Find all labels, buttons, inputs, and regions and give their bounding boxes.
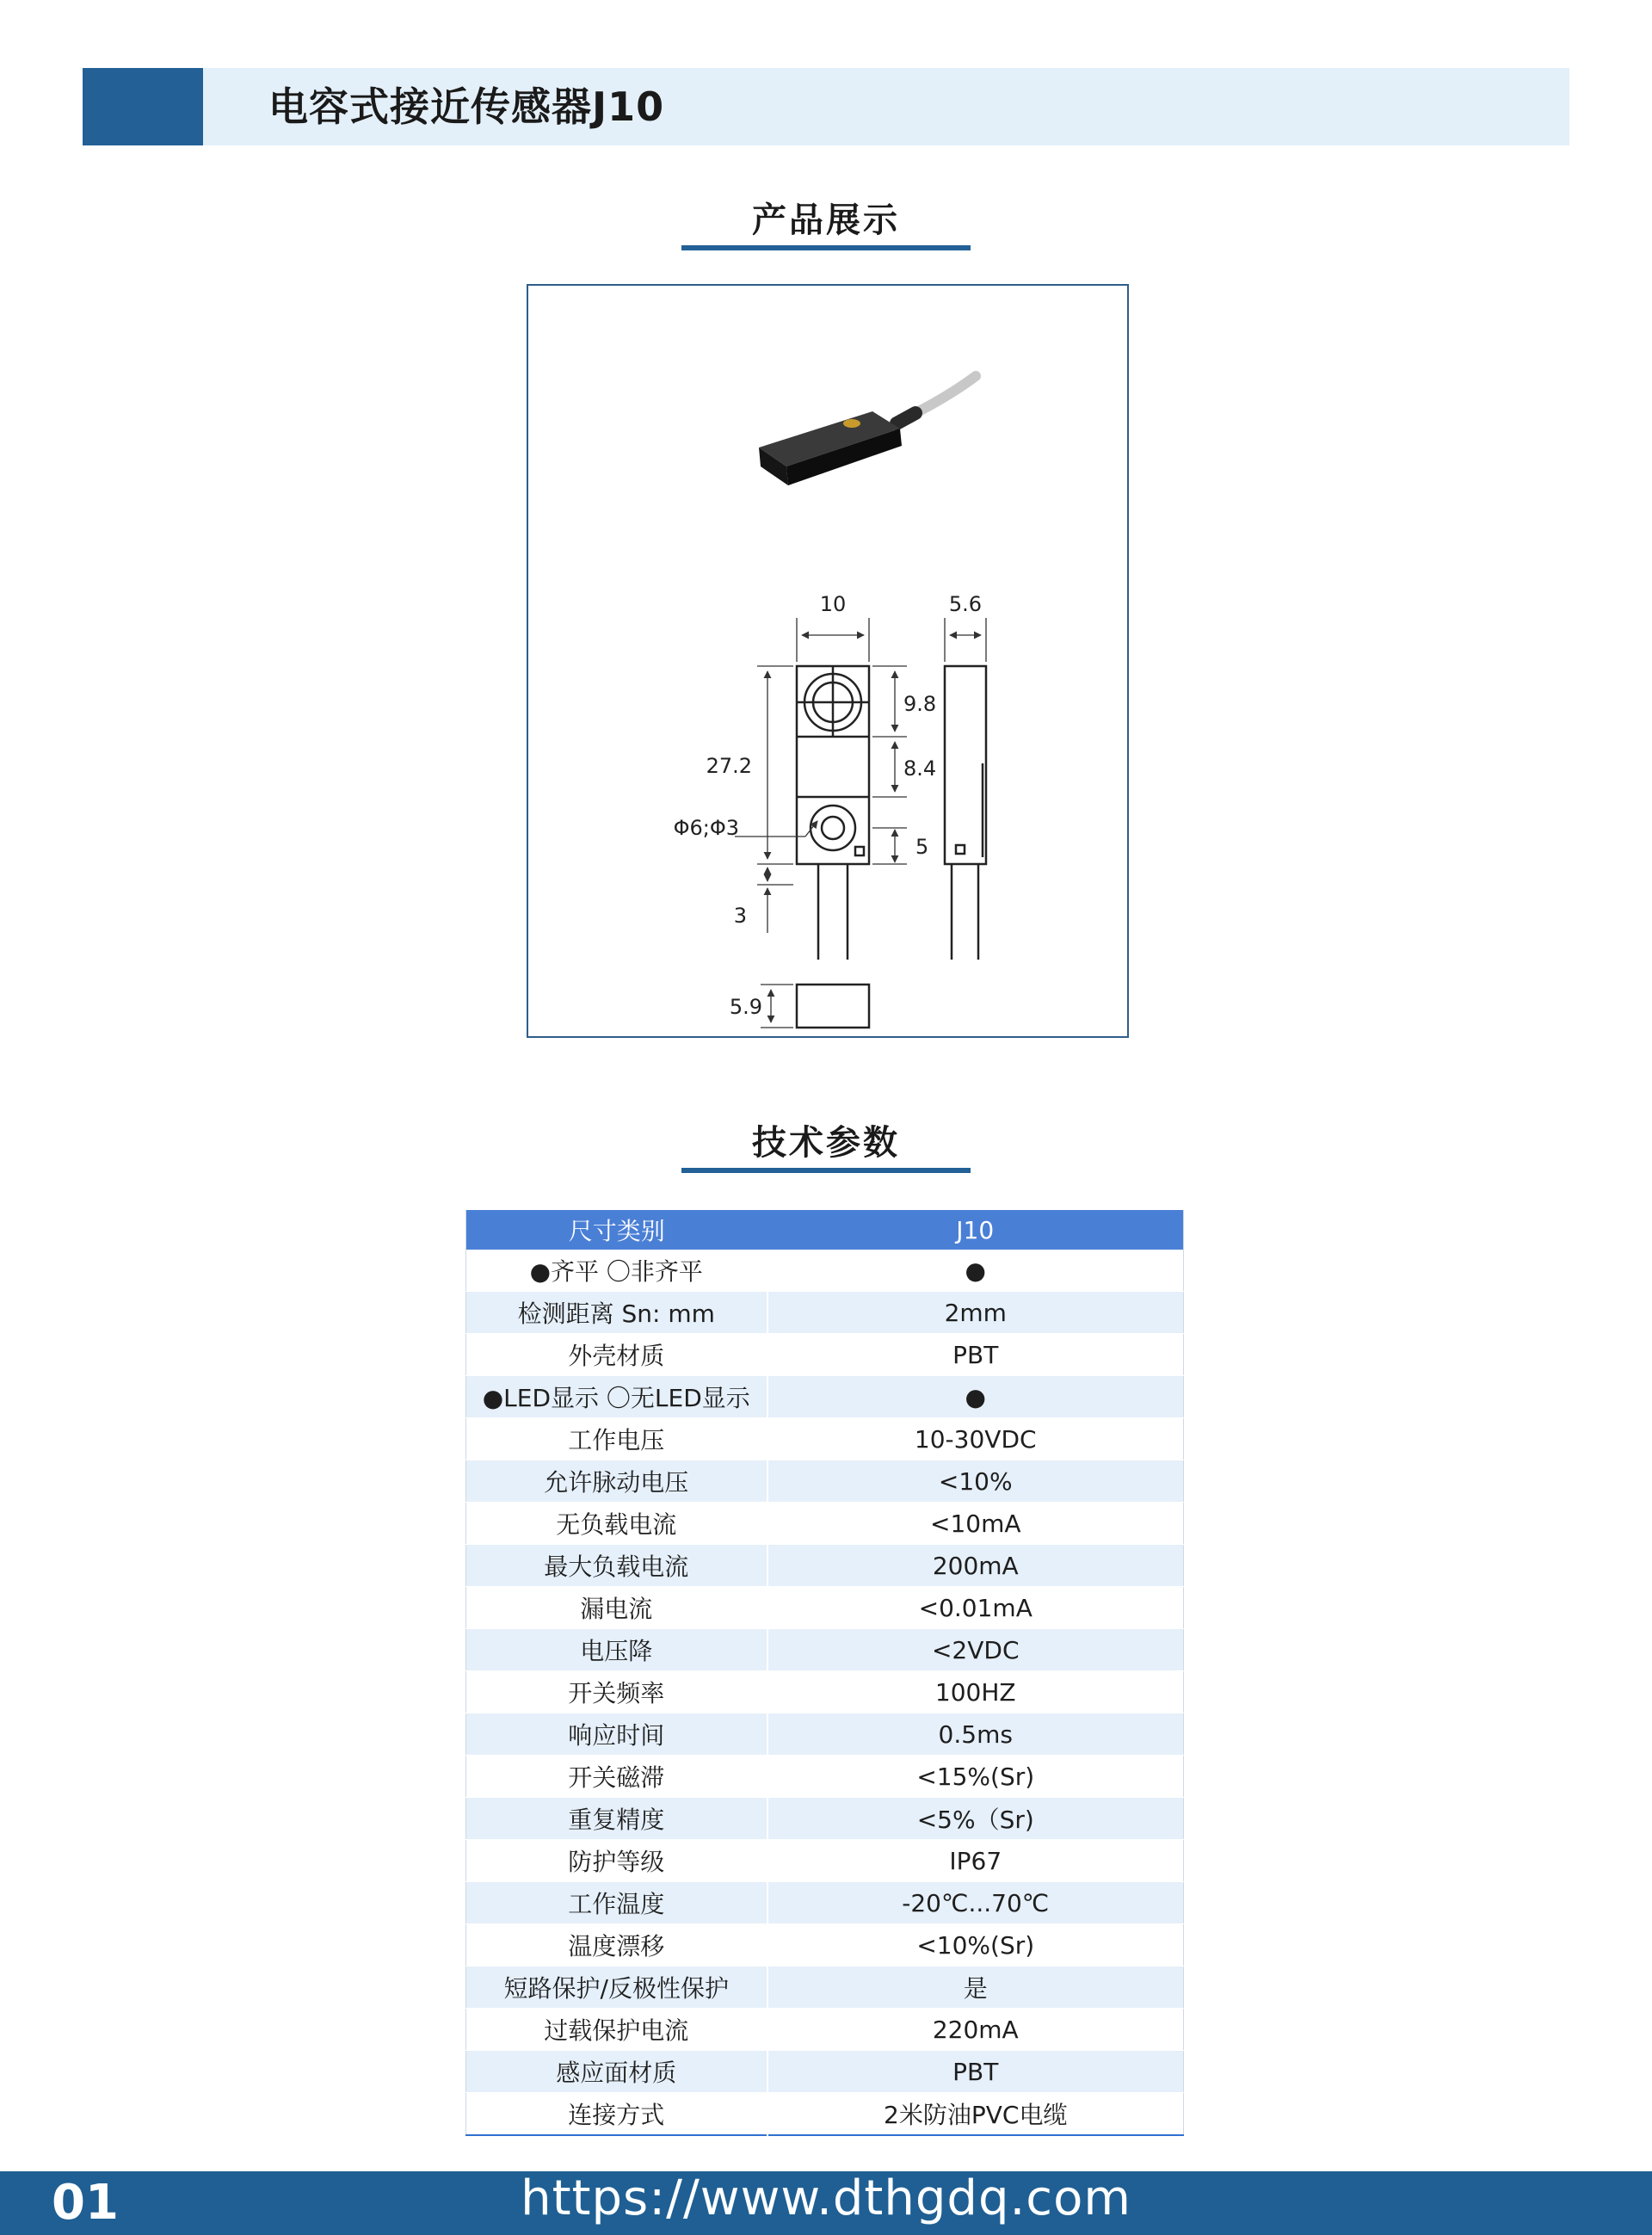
spec-value: 2mm — [767, 1292, 1184, 1334]
dim-cable-height: 5.9 — [729, 995, 762, 1019]
spec-label: 开关频率 — [466, 1671, 767, 1713]
spec-label: 短路保护/反极性保护 — [466, 1966, 767, 2009]
spec-label: 连接方式 — [466, 2093, 767, 2136]
side-view — [945, 666, 986, 960]
dim-width: 10 — [819, 592, 847, 616]
spec-label: 防护等级 — [466, 1840, 767, 1882]
table-row — [466, 2093, 1184, 2136]
spec-value: 10-30VDC — [767, 1418, 1184, 1460]
spec-value: <15%(Sr) — [767, 1756, 1184, 1798]
spec-value: <2VDC — [767, 1629, 1184, 1671]
spec-value: <10% — [767, 1460, 1184, 1503]
dim-thickness: 5.6 — [948, 592, 983, 616]
spec-value: 100HZ — [767, 1671, 1184, 1713]
spec-table-body — [466, 1250, 1184, 2135]
spec-label: 工作温度 — [466, 1882, 767, 1924]
spec-label: 感应面材质 — [466, 2051, 767, 2093]
table-row — [466, 1882, 1184, 1924]
spec-label: 温度漂移 — [466, 1924, 767, 1966]
table-row — [466, 1840, 1184, 1882]
website-link[interactable]: https://www.dthgdq.com — [521, 2170, 1131, 2226]
dim-bottom-offset: 3 — [733, 904, 747, 928]
table-row — [466, 1250, 1184, 1292]
table-row — [466, 2051, 1184, 2093]
spec-label: 重复精度 — [466, 1798, 767, 1840]
spec-value: PBT — [767, 2051, 1184, 2093]
spec-label: 无负载电流 — [466, 1503, 767, 1545]
spec-value: 是 — [767, 1966, 1184, 2009]
product-image-frame — [527, 284, 1129, 1038]
section-title-specs: 技术参数 — [752, 1123, 900, 1163]
spec-label: 检测距离 Sn: mm — [466, 1292, 767, 1334]
dim-diameter: Φ6;Φ3 — [673, 816, 739, 840]
page-title: 电容式接近传感器J10 — [268, 83, 665, 130]
spec-value: <0.01mA — [767, 1587, 1184, 1629]
spec-value: 2米防油PVC电缆 — [767, 2093, 1184, 2136]
table-row — [466, 1503, 1184, 1545]
spec-value: <5%（Sr) — [767, 1798, 1184, 1840]
spec-label: ●齐平 〇非齐平 — [466, 1250, 767, 1292]
spec-label: 响应时间 — [466, 1713, 767, 1756]
spec-value: IP67 — [767, 1840, 1184, 1882]
spec-label: 外壳材质 — [466, 1334, 767, 1376]
table-row — [466, 1545, 1184, 1587]
table-row — [466, 1966, 1184, 2009]
spec-value: 220mA — [767, 2009, 1184, 2051]
spec-header-label: 尺寸类别 — [466, 1210, 767, 1250]
table-row — [466, 2009, 1184, 2051]
table-row — [466, 1376, 1184, 1418]
page-number: 01 — [52, 2175, 119, 2231]
dim-mid-gap: 8.4 — [903, 756, 937, 781]
table-row — [466, 1292, 1184, 1334]
dim-top-to-target: 9.8 — [903, 692, 937, 716]
dim-led-gap: 5 — [915, 835, 929, 859]
spec-value: PBT — [767, 1334, 1184, 1376]
spec-value: -20℃...70℃ — [767, 1882, 1184, 1924]
spec-value: ● — [767, 1250, 1184, 1292]
table-row — [466, 1924, 1184, 1966]
spec-table — [465, 1210, 1184, 2136]
spec-value: <10%(Sr) — [767, 1924, 1184, 1966]
table-row — [466, 1460, 1184, 1503]
spec-label: 开关磁滞 — [466, 1756, 767, 1798]
spec-label: 电压降 — [466, 1629, 767, 1671]
table-row — [466, 1587, 1184, 1629]
table-row — [466, 1713, 1184, 1756]
sensor-photo — [759, 376, 976, 485]
table-row — [466, 1671, 1184, 1713]
table-row — [466, 1629, 1184, 1671]
header-accent-block — [83, 68, 203, 145]
cable-section — [797, 985, 869, 1028]
table-row — [466, 1756, 1184, 1798]
spec-table-header — [466, 1210, 1184, 1250]
spec-label: 工作电压 — [466, 1418, 767, 1460]
dim-total-length: 27.2 — [706, 754, 752, 778]
product-drawing — [528, 286, 1131, 1040]
spec-value: 200mA — [767, 1545, 1184, 1587]
spec-label: 过载保护电流 — [466, 2009, 767, 2051]
spec-value: ● — [767, 1376, 1184, 1418]
section-underline-product — [681, 245, 971, 250]
spec-label: ●LED显示 〇无LED显示 — [466, 1376, 767, 1418]
section-title-product: 产品展示 — [752, 201, 900, 240]
spec-value: 0.5ms — [767, 1713, 1184, 1756]
table-row — [466, 1798, 1184, 1840]
spec-label: 最大负载电流 — [466, 1545, 767, 1587]
section-underline-specs — [681, 1168, 971, 1173]
spec-value: <10mA — [767, 1503, 1184, 1545]
spec-label: 允许脉动电压 — [466, 1460, 767, 1503]
table-row — [466, 1334, 1184, 1376]
front-view — [797, 666, 869, 960]
spec-label: 漏电流 — [466, 1587, 767, 1629]
table-row — [466, 1418, 1184, 1460]
spec-header-value: J10 — [767, 1210, 1184, 1250]
